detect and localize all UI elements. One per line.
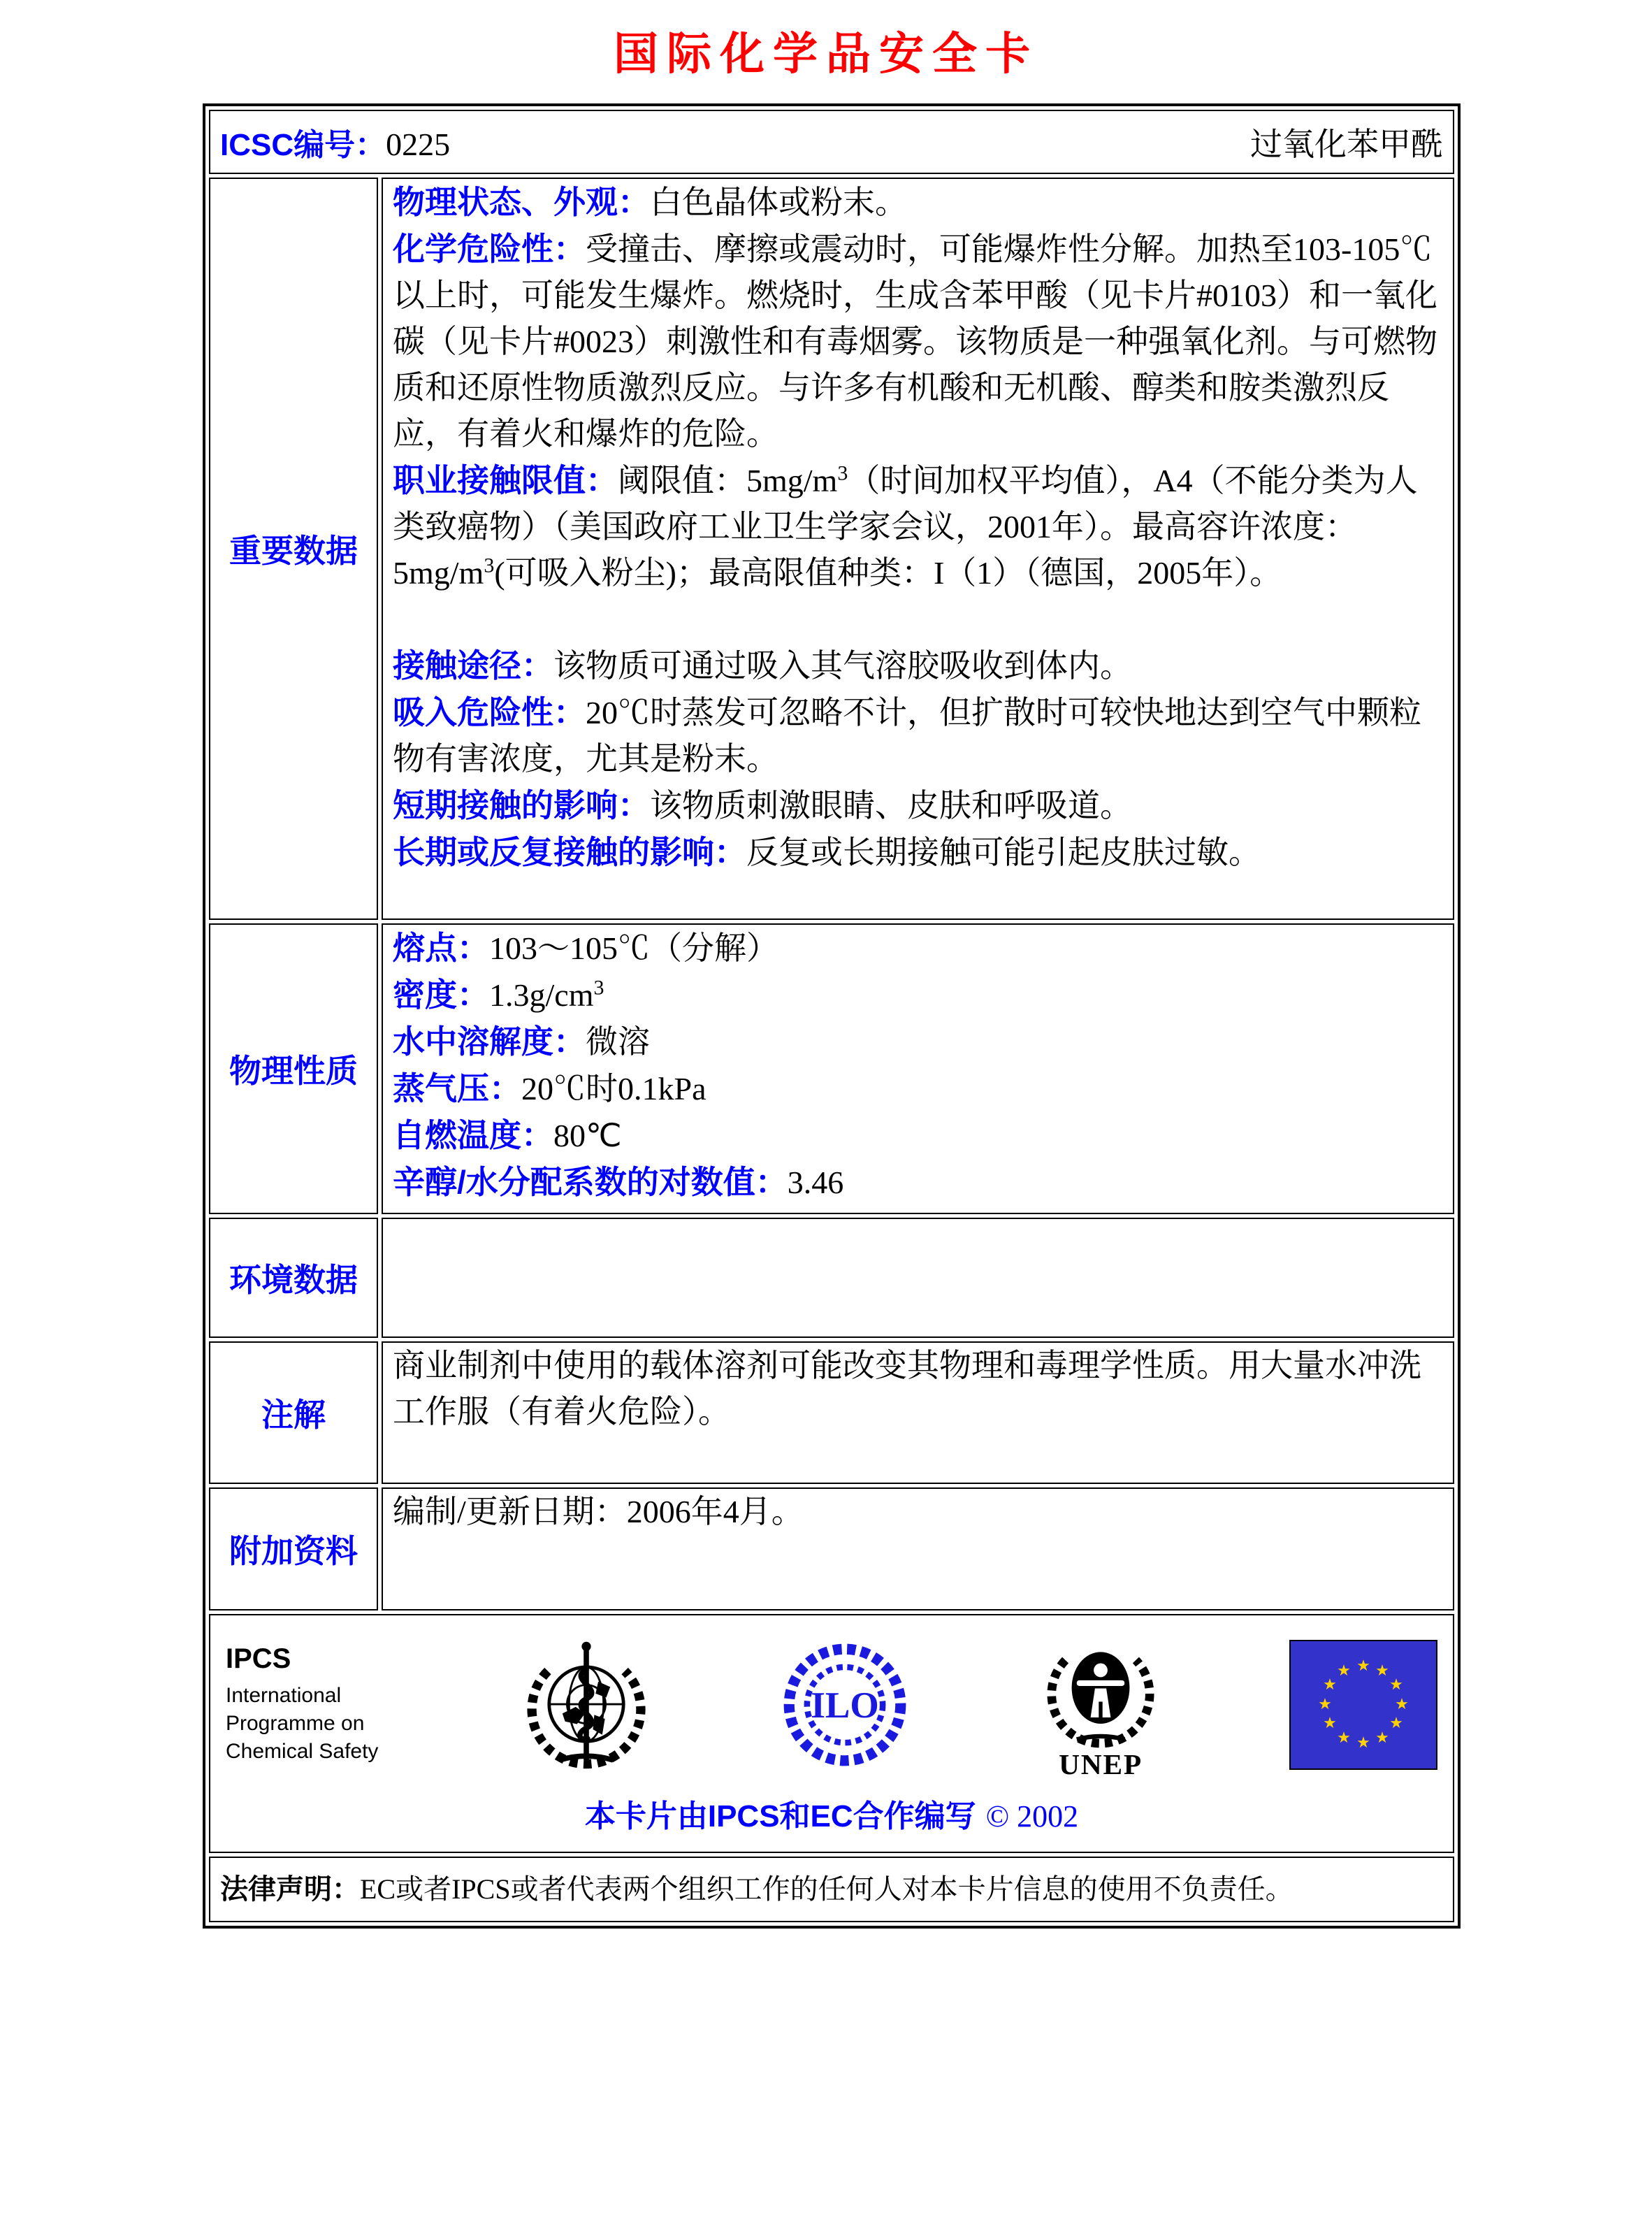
credit-line — [220, 1791, 1443, 1836]
copyright-text: © 2002 — [985, 1799, 1079, 1833]
icsc-number-label: ICSC编号： — [220, 128, 386, 162]
superscript: 3 — [837, 461, 848, 485]
environmental-data-content — [382, 1218, 1454, 1338]
superscript: 3 — [484, 554, 495, 577]
table-row-physical-properties — [209, 923, 1454, 1214]
update-date-line: 编制/更新日期：2006年4月。 — [393, 1494, 804, 1529]
table-row-footer — [209, 1614, 1454, 1853]
ilo-logo — [778, 1638, 911, 1771]
svg-text:ILO: ILO — [811, 1684, 879, 1726]
svg-text:★: ★ — [1337, 1661, 1351, 1679]
svg-text:UNEP: UNEP — [1058, 1747, 1143, 1780]
credit-text: 本卡片由IPCS和EC合作编写 — [584, 1799, 976, 1833]
svg-text:★: ★ — [1375, 1661, 1389, 1679]
row-label-additional-info: 附加资料 — [209, 1487, 378, 1610]
footer-logos — [220, 1622, 1443, 1787]
occupational-limits-paragraph: 职业接触限值：阈限值：$5mg/m^3$（时间加权平均值），A4（不能分类为人类致癌物）（美国政府工业卫生学家会议，2001年）。最高容许浓度：$5mg/m^3$(可吸入粉尘)；最高限值种类：I（1）（德国，2005年）。 — [393, 461, 1418, 591]
svg-text:★: ★ — [1395, 1694, 1409, 1713]
legal-text: EC或者IPCS或者代表两个组织工作的任何人对本卡片信息的使用不负责任。 — [360, 1873, 1294, 1905]
who-logo — [520, 1635, 653, 1775]
unep-logo — [1038, 1622, 1164, 1787]
table-row-header — [209, 110, 1454, 174]
ipcs-line: Programme on — [226, 1712, 365, 1735]
notes-paragraph: 商业制剂中使用的载体溶剂可能改变其物理和毒理学性质。用大量水冲洗工作服（有着火危险）。 — [393, 1348, 1421, 1429]
table-row-legal — [209, 1857, 1454, 1922]
table-row-important-data — [209, 178, 1454, 920]
short-term-effects-paragraph: 短期接触的影响：该物质刺激眼睛、皮肤和呼吸道。 — [393, 787, 1132, 823]
chemical-danger-paragraph: 化学危险性：受撞击、摩擦或震动时，可能爆炸性分解。加热至103-105℃以上时，可能发生爆炸。燃烧时，生成含苯甲酸（见卡片#0103）和一氧化碳（见卡片#0023）刺激性和有毒烟雾。该物质是一种强氧化剂。与可燃物质和还原性物质激烈反应。与许多有机酸和无机酸、醇类和胺类激烈反应，有着火和爆炸的危险。 — [393, 231, 1437, 452]
svg-text:★: ★ — [1389, 1713, 1403, 1731]
footer-content — [209, 1614, 1454, 1853]
table-row-environmental-data — [209, 1218, 1454, 1338]
chemical-name: 过氧化苯甲酰 — [1250, 127, 1443, 162]
exposure-routes-paragraph: 接触途径：该物质可通过吸入其气溶胶吸收到体内。 — [393, 647, 1132, 684]
svg-text:★: ★ — [1323, 1713, 1337, 1731]
icsc-number-value: 0225 — [386, 127, 451, 162]
eu-flag — [1289, 1640, 1437, 1770]
ipcs-line: International — [226, 1684, 342, 1707]
svg-text:★: ★ — [1337, 1728, 1351, 1746]
notes-content — [382, 1341, 1454, 1484]
ipcs-title: IPCS — [226, 1643, 291, 1674]
superscript: 3 — [593, 976, 604, 1000]
vapor-pressure-line: 蒸气压：20℃时0.1kPa — [393, 1070, 707, 1107]
long-term-effects-paragraph: 长期或反复接触的影响：反复或长期接触可能引起皮肤过敏。 — [393, 834, 1261, 870]
physical-state-paragraph: 物理状态、外观：白色晶体或粉末。 — [393, 184, 907, 220]
svg-text:★: ★ — [1356, 1733, 1370, 1751]
physical-properties-content — [382, 923, 1454, 1214]
autoignition-temp-line: 自燃温度：80℃ — [393, 1117, 622, 1153]
page-title: 国际化学品安全卡 — [614, 29, 1038, 79]
svg-text:★: ★ — [1375, 1728, 1389, 1746]
additional-info-content — [382, 1487, 1454, 1610]
inhalation-risk-paragraph: 吸入危险性：20℃时蒸发可忽略不计，但扩散时可较快地达到空气中颗粒物有害浓度，尤其是粉末。 — [393, 694, 1421, 777]
ipcs-line: Chemical Safety — [226, 1740, 379, 1763]
svg-text:★: ★ — [1318, 1694, 1332, 1713]
card-header — [220, 111, 1443, 173]
row-label-physical-properties: 物理性质 — [209, 923, 378, 1214]
svg-text:★: ★ — [1389, 1675, 1403, 1693]
ipcs-text-block — [226, 1643, 393, 1766]
log-pow-line: 辛醇/水分配系数的对数值：3.46 — [393, 1164, 844, 1200]
legal-statement — [209, 1857, 1454, 1922]
density-line: 密度：$1.3g/cm^3$ — [393, 976, 604, 1013]
row-label-important-data: 重要数据 — [209, 178, 378, 920]
melting-point-line: 熔点：103～105℃（分解） — [393, 930, 778, 966]
icsc-number-group — [220, 120, 450, 164]
row-label-notes: 注解 — [209, 1341, 378, 1484]
water-solubility-line: 水中溶解度：微溶 — [393, 1023, 650, 1060]
row-label-environmental-data: 环境数据 — [209, 1218, 378, 1338]
svg-text:★: ★ — [1323, 1675, 1337, 1693]
legal-label: 法律声明： — [220, 1874, 360, 1905]
table-row-notes — [209, 1341, 1454, 1484]
table-row-additional-info — [209, 1487, 1454, 1610]
svg-text:★: ★ — [1356, 1656, 1370, 1674]
icsc-card-table — [203, 103, 1461, 1929]
important-data-content — [382, 178, 1454, 920]
